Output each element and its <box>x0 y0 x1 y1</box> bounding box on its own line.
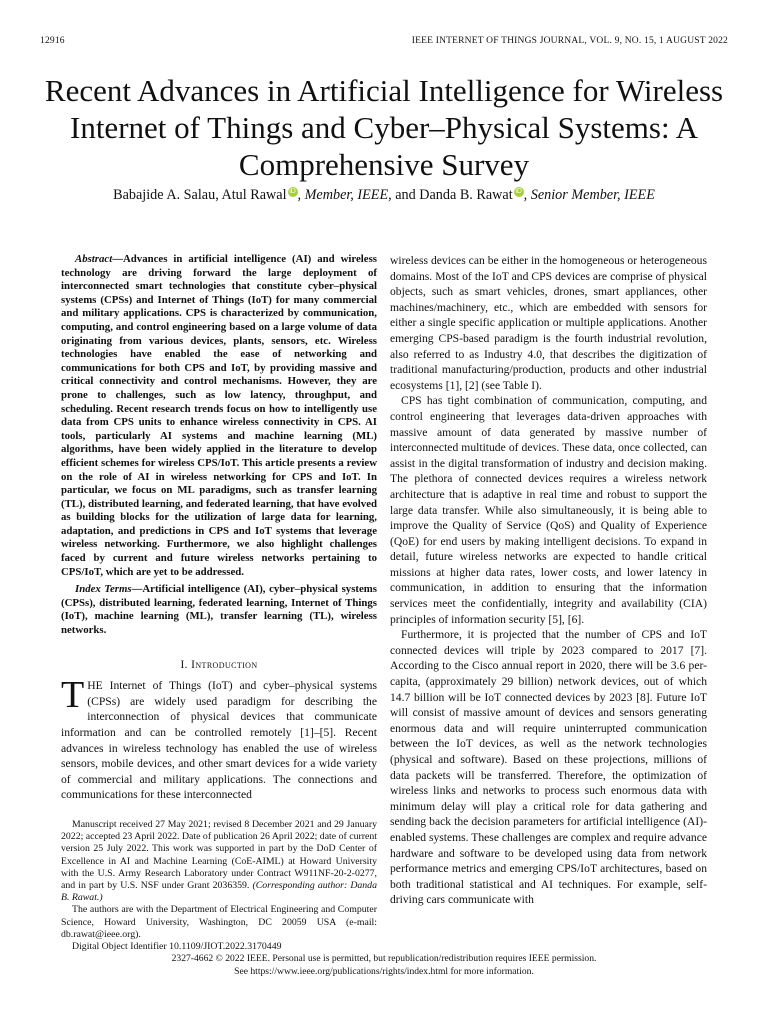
footnote-manuscript <box>61 819 377 904</box>
orcid-icon[interactable]: iD <box>289 188 296 196</box>
body-paragraph: CPS has tight combination of communication, computing, and control engineering that leverages data-driven approaches with massive amount of data generated by massive number of interconnected multitude of devices. These data, once collected, can assist in the digital transformation of industry and decision making. The plethora of connected devices requires a wireless network architecture that is adaptive in real time and robust to support the large data transfer. While also simultaneously, it is being able to improve the Quality of Service (QoS) and Quality of Experience (QoE) for end users by making intelligent decisions. To expand in detail, future wireless networks are expected to handle critical missions at higher data rates, lower costs, and lower latency in communication, in addition to ensuring that the information services meet the confidentially, integrity and availability (CIA) principles of information security [5], [6]. <box>390 394 707 626</box>
page-number: 12916 <box>40 36 65 46</box>
running-header: IEEE INTERNET OF THINGS JOURNAL, VOL. 9, NO. 15, 1 AUGUST 2022 <box>411 36 728 46</box>
section-title: Introduction <box>191 658 258 671</box>
footnote-manuscript-text: Manuscript received 27 May 2021; revised 8 December 2021 and 29 January 2022; accepted 23 April 2022. Date of publication 26 April 2022; date of current version 25 July 2022. This work was supported in part by the DoD Center of Excellence in AI and Machine Learning (CoE-AIML) at Howard University with the U.S. Army Research Laboratory under Contract W911NF-20-2-0277, and in part by U.S. NSF under Grant 2036359. <box>61 818 377 891</box>
orcid-icon[interactable]: iD <box>515 188 522 196</box>
right-column <box>390 253 707 908</box>
intro-paragraph <box>61 674 377 803</box>
intro-text: HE Internet of Things (IoT) and cyber–physical systems (CPSs) are widely used paradigm for describing the interconnection of physical devices that communicate information and can be controlled remotely [1]–[5]. Recent advances in wireless technology has enabled the use of wireless sensors, mobile devices, and other smart devices for a wide variety of commercial and military applications. The connections and communications for these interconnected <box>61 679 377 802</box>
author-role-2: , Senior Member, IEEE <box>523 187 655 203</box>
abstract <box>61 253 377 579</box>
author-role-1: , Member, IEEE, <box>297 187 392 203</box>
left-column <box>61 253 377 953</box>
index-terms-text: —Artificial intelligence (AI), cyber–physical systems (CPSs), distributed learning, federated learning, Internet of Things (IoT), machine learning (ML), transfer learning (TL), wireless networks. <box>61 583 377 637</box>
body-paragraph: wireless devices can be either in the homogeneous or heterogeneous domains. Most of the IoT and CPS devices are comprise of physical objects, such as smart vehicles, drones, smart appliances, other machines/machinery, etc., which are embedded with sensors for either a single specific application or multiple applications. Another emerging CPS-based paradigm is the fourth industrial revolution, also referred to as Industry 4.0, that describes the digitization of traditional manufacturing/production, products and other industrial ecosystems [1], [2] (see Table I). <box>390 254 707 392</box>
section-number: I. <box>180 658 192 671</box>
abstract-label: Abstract <box>75 253 113 265</box>
body-paragraph: Furthermore, it is projected that the number of CPS and IoT connected devices will triple by 2023 compared to 2017 [7]. According to the Cisco annual report in 2020, there will be 3.6 per-capita, (approximately 29 billion) network devices, out of which 14.7 billion will be IoT connected devices by 2023 [8]. Future IoT will consist of massive amount of devices and sensors generating enormous data and will require uninterrupted communication between the IoT devices, as well as the network technologies (physical and software). Based on these projections, millions of data packets will be transferred. Therefore, the optimization of wireless links and networks to process such enormous data with minimum delay will play a critical role for data gathering and sending back the decision parameters for artificial intelligence (AI)-enabled systems. These challenges are complex and require advance hardware and software to be developed using data from network performance metrics and emerging CPS/IoT architectures, based on both traditional statistical and AI techniques. For example, self-driving cars communicate with <box>390 628 707 907</box>
abstract-text: —Advances in artificial intelligence (AI) and wireless technology are driving forward the large deployment of interconnected smart technologies that constitute cyber–physical systems (CPSs) and Internet of Things (IoT) for many commercial and military applications. CPS is characterized by communication, computing, and control engineering based on a large volume of data originating from various devices, plants, sensors, etc. Wireless technologies have enabled the ease of networking and communications for both CPS and IoT, by providing massive and critical connectivity and control mechanisms. However, they are prone to challenges, such as low latency, throughput, and scheduling. Recent research trends focus on how to intelligently use data from CPS units to enhance wireless connectivity in CPS. AI tools, particularly AI systems and machine learning (ML) algorithms, have been widely applied in the literature to develop efficient schemes for wireless CPS/IoT. This article presents a review on the role of AI in wireless networking for CPS and IoT. In particular, we focus on ML paradigms, such as transfer learning (TL), distributed learning, and federated learning, that have evolved as building blocks for the utilization of large data for learning, adaptation, and predictions in CPS and IoT systems that leverage wireless networking. Furthermore, we also highlight challenges faced by current and future wireless networks pertaining to CPS/IoT, which are yet to be addressed. <box>61 253 377 578</box>
section-heading <box>61 658 377 674</box>
author-line <box>40 187 728 204</box>
copyright-footer <box>40 953 728 978</box>
footnote-doi: Digital Object Identifier 10.1109/JIOT.2022.3170449 <box>72 941 282 952</box>
drop-cap: T <box>61 674 85 717</box>
author-names-1: Babajide A. Salau, Atul Rawal <box>113 187 287 203</box>
copyright-line: 2327-4662 © 2022 IEEE. Personal use is permitted, but republication/redistribution requires IEEE permission. <box>171 953 597 964</box>
corresponding-author: (Corresponding author: Danda B. Rawat.) <box>61 879 377 904</box>
index-terms <box>61 583 377 637</box>
footnote-affiliation: The authors are with the Department of Electrical Engineering and Computer Science, Howard University, Washington, DC 20059 USA (e-mail: db.rawat@ieee.org). <box>61 904 377 940</box>
paper-title: Recent Advances in Artificial Intelligence for Wireless Internet of Things and Cyber–Physical Systems: A Comprehensive Survey <box>44 73 724 182</box>
rights-link-line[interactable]: See https://www.ieee.org/publications/rights/index.html for more information. <box>234 965 534 977</box>
author-names-2: and Danda B. Rawat <box>391 187 513 203</box>
index-terms-label: Index Terms <box>75 583 132 596</box>
